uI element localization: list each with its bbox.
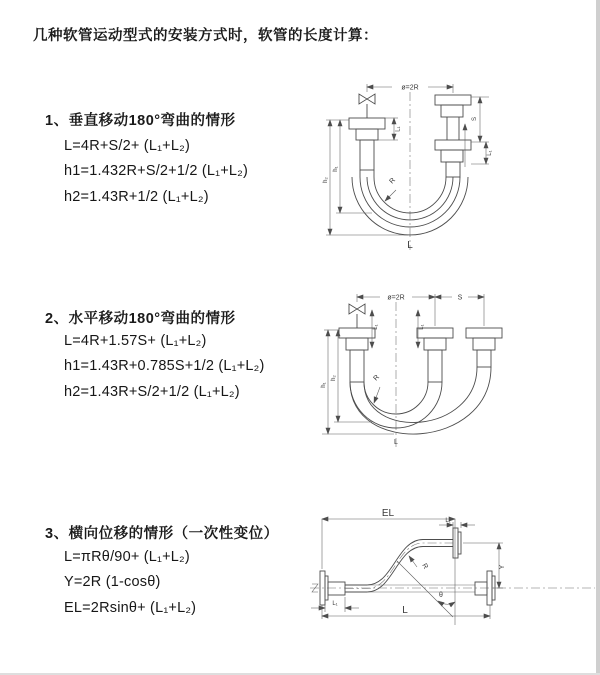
valve-icon (349, 304, 365, 314)
dim-label-s: S (472, 116, 478, 122)
left-pipe-fitting (339, 328, 375, 382)
page-title: 几种软管运动型式的安装方式时，软管的长度计算： (33, 28, 378, 44)
length-label: L (407, 240, 413, 251)
dim-label-h1: h₁ (333, 166, 339, 172)
right-pipe-fitting (435, 95, 471, 177)
dim-label-l1-left: L₁ (395, 126, 402, 132)
diagram-vertical-180-bend (312, 72, 600, 262)
dim-label-width: ø=2R (387, 294, 405, 302)
dim-label-s: S (457, 294, 463, 302)
dim-y (463, 543, 506, 588)
dim-l1-left (372, 310, 379, 348)
hose-u-bend (350, 367, 491, 434)
section-1-formula-h2: h2=1.43R+1/2 (L₁+L₂) (64, 189, 209, 205)
radius-label: R (420, 562, 429, 571)
dim-label-el: EL (381, 508, 395, 519)
section-3-formula-L: L=πRθ/90+ (L₁+L₂) (64, 549, 190, 565)
dim-s-l1-right (471, 97, 493, 164)
section-3-formula-EL: EL=2Rsinθ+ (L₁+L₂) (64, 600, 197, 616)
section-2-heading: 2、水平移动180°弯曲的情形 (45, 311, 236, 327)
middle-pipe-fitting (417, 328, 453, 382)
dim-l1-left (311, 597, 359, 612)
angle-label: θ (439, 592, 443, 599)
section-1-formula-L: L=4R+S/2+ (L₁+L₂) (64, 138, 190, 154)
radius-callout (385, 177, 397, 201)
section-2-formula-h1: h1=1.43R+0.785S+1/2 (L₁+L₂) (64, 358, 265, 374)
valve-icon (359, 94, 375, 104)
dim-label-l1-top: L₁ (445, 518, 451, 524)
dim-label-l1-mid: L₁ (419, 324, 425, 330)
dim-width-s (357, 294, 484, 326)
hose-s-curve (345, 540, 453, 593)
radius-callout (409, 556, 429, 570)
dim-l (322, 605, 490, 619)
section-2-formula-h2: h2=1.43R+S/2+1/2 (L₁+L₂) (64, 384, 240, 400)
dim-label-l1-left: L₁ (332, 601, 338, 607)
section-2-formula-L: L=4R+1.57S+ (L₁+L₂) (64, 333, 207, 349)
dim-label-width: ø=2R (401, 84, 419, 92)
dim-label-l1-left: L₁ (373, 324, 379, 330)
section-1-formula-h1: h1=1.432R+S/2+1/2 (L₁+L₂) (64, 163, 249, 179)
section-1-heading: 1、垂直移动180°弯曲的情形 (45, 113, 236, 129)
diagram-horizontal-180-bend (312, 282, 600, 462)
dim-label-l1-right: L₁ (487, 150, 493, 156)
scan-edge-right (596, 0, 600, 675)
left-pipe-fitting (349, 118, 385, 177)
radius-label: R (372, 373, 381, 383)
dim-label-h2: h₂ (323, 177, 329, 183)
radius-callout (372, 374, 381, 403)
dim-l1-top (439, 518, 475, 528)
section-3-heading: 3、横向位移的情形（一次性变位） (45, 526, 279, 542)
section-3-formula-Y: Y=2R (1-cosθ) (64, 574, 161, 590)
diagram-lateral-displacement (305, 505, 600, 660)
dim-label-h1: h₁ (321, 382, 327, 388)
right-pipe-fitting (466, 328, 502, 367)
radius-label: R (388, 176, 397, 186)
dim-el (322, 508, 455, 625)
upper-flange (453, 528, 461, 558)
dim-width (367, 84, 453, 93)
dim-label-h2: h₂ (331, 375, 337, 381)
dim-label-y: Y (499, 564, 506, 570)
length-label: L (394, 439, 398, 446)
dim-label-l: L (402, 605, 408, 616)
